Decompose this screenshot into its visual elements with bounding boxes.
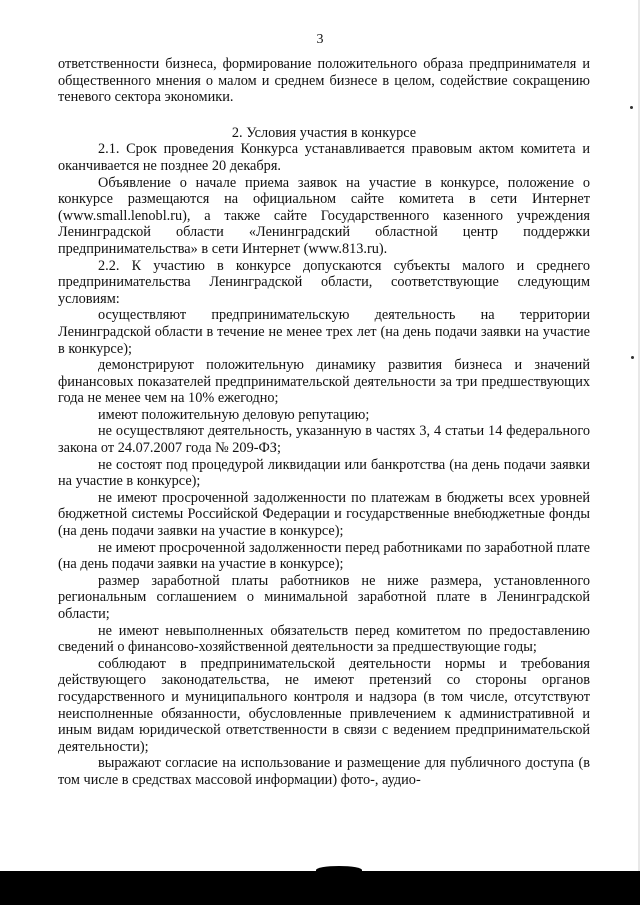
page-number: 3 xyxy=(316,32,324,47)
condition-item: не состоят под процедурой ликвидации или банкротства (на день подачи заявки на участие в конкурсе); xyxy=(58,456,590,490)
paragraph-intro-continuation: ответственности бизнеса, формирование положительного образа предпринимателя и общественного мнения о малом и среднем бизнесе в целом, содействие сокращению теневого сектора экономики. xyxy=(58,56,590,106)
condition-item: не имеют просроченной задолженности перед работниками по заработной плате (на день подачи заявки на участие в конкурсе); xyxy=(58,539,590,573)
condition-item: не осуществляют деятельность, указанную в частях 3, 4 статьи 14 федерального закона от 24.07.2007 года № 209-ФЗ; xyxy=(58,423,590,457)
condition-item: выражают согласие на использование и размещение для публичного доступа (в том числе в средствах массовой информации) фото-, аудио- xyxy=(58,755,590,788)
paragraph-2-2: 2.2. К участию в конкурсе допускаются субъекты малого и среднего предпринимательства Ленинградской области, соответствующие следующим условиям: xyxy=(58,257,590,307)
condition-item: не имеют просроченной задолженности по платежам в бюджеты всех уровней бюджетной системы Российской Федерации и государственные внебюджетные фонды (на день подачи заявки на участие в конкурсе); xyxy=(58,489,590,540)
condition-item: размер заработной платы работников не ниже размера, установленного региональным соглашением о минимальной заработной плате в Ленинградской области; xyxy=(58,572,590,622)
section-heading: 2. Условия участия в конкурсе xyxy=(231,124,417,141)
paragraph-announcement: Объявление о начале приема заявок на участие в конкурсе, положение о конкурсе размещаются на официальном сайте комитета в сети Интернет (www.small.lenobl.ru), а также сайте Государственного казенного учреждения Ленинградской области «Ленинградский областной центр поддержки предпринимательства» в сети Интернет (www.813.ru). xyxy=(58,174,590,257)
document-body xyxy=(58,56,590,789)
condition-item: не имеют невыполненных обязательств перед комитетом по предоставлению сведений о финансово-хозяйственной деятельности за предшествующие годы; xyxy=(58,622,590,656)
condition-item: осуществляют предпринимательскую деятельность на территории Ленинградской области в течение не менее трех лет (на день подачи заявки на участие в конкурсе); xyxy=(58,307,590,357)
condition-item: соблюдают в предпринимательской деятельности нормы и требования действующего законодательства, не имеют претензий со стороны органов государственного и муниципального контроля и надзора (в том числе, отсутствуют неисполненные обязанности, обусловленные привлечением к административной и иным видам юридической ответственности в связи с ведением предпринимательской деятельности); xyxy=(58,655,590,755)
paragraph-2-1: 2.1. Срок проведения Конкурса устанавливается правовым актом комитета и оканчивается не позднее 20 декабря. xyxy=(58,141,590,174)
scan-bottom-border xyxy=(0,871,640,905)
condition-item: демонстрируют положительную динамику развития бизнеса и значений финансовых показателей предпринимательской деятельности за три предшествующих года не менее чем на 10% ежегодно; xyxy=(58,357,590,407)
condition-item: имеют положительную деловую репутацию; xyxy=(98,406,370,423)
scan-speck xyxy=(630,106,633,109)
scan-speck xyxy=(631,356,634,359)
